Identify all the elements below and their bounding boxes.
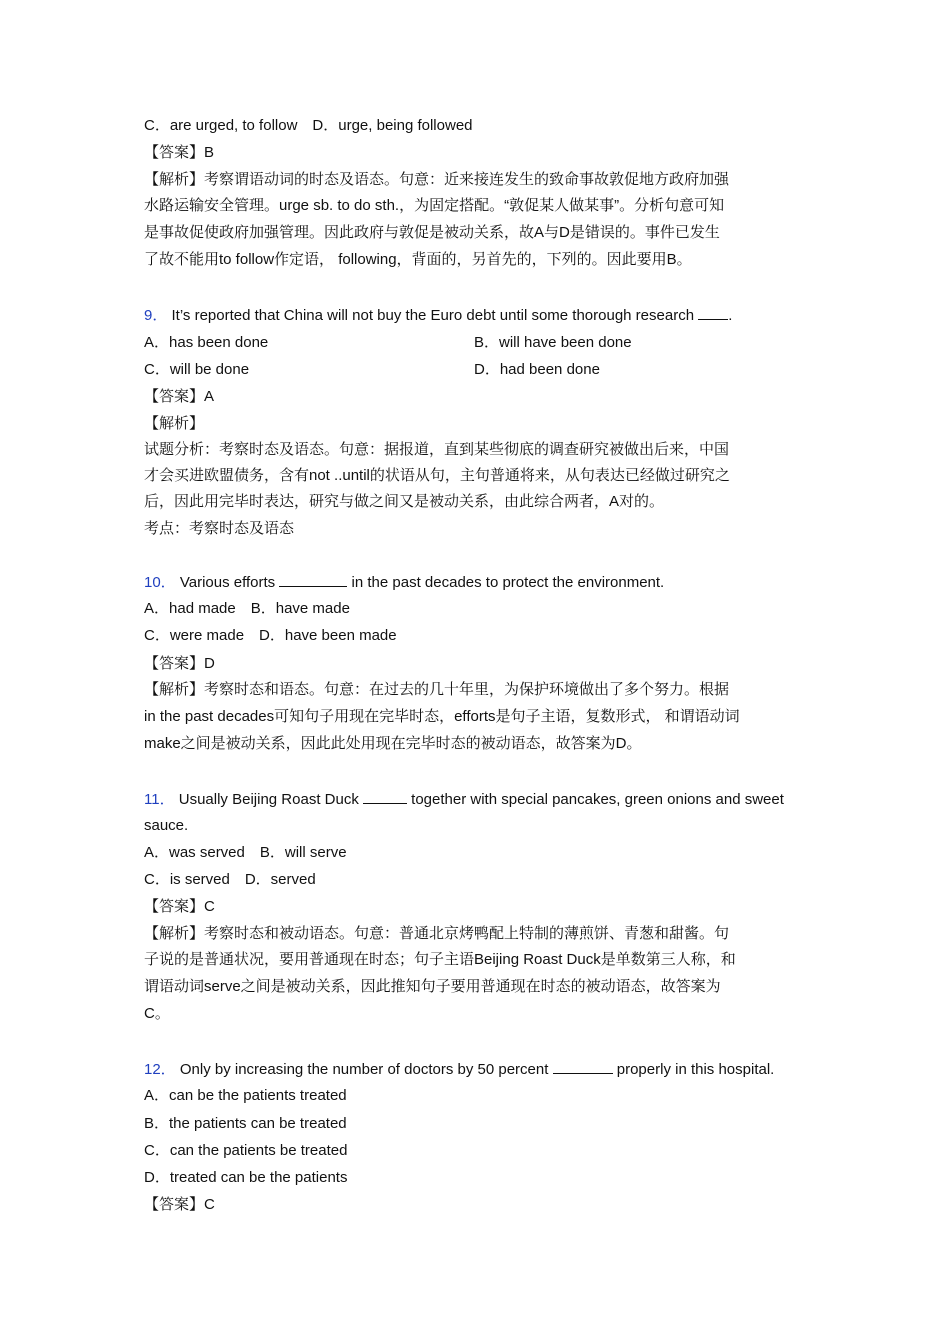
q10-options-line-2: C．were made D．have been made	[144, 627, 397, 644]
q8-analysis-line-4: 了故不能用to follow作定语， following，背面的，另首先的，下列的。因此要用B。	[144, 251, 692, 268]
q11-analysis-line-3: 谓语动词serve之间是被动关系，因此推知句子要用普通现在时态的被动语态，故答案为	[144, 978, 721, 995]
q9-option-c: C．will be done	[144, 361, 250, 378]
q11-analysis-line-2: 子说的是普通状况，要用普通现在时态；句子主语Beijing Roast Duck是单数第三人称，和	[144, 951, 736, 968]
q9-stem	[144, 305, 732, 326]
q8-analysis-line-1: 【解析】考察谓语动词的时态及语态。句意：近来接连发生的致命事故敦促地方政府加强	[144, 171, 730, 188]
q11-options-line-1: A．was served B．will serve	[144, 844, 347, 861]
q10-analysis-line-3: make之间是被动关系，因此此处用现在完毕时态的被动语态，故答案为D。	[144, 735, 642, 752]
q12-stem-end: properly in this hospital.	[616, 1061, 775, 1078]
q10-answer: 【答案】D	[144, 655, 215, 672]
q11-stem-text: Usually Beijing Roast Duck	[178, 791, 359, 808]
q9-option-d: D．had been done	[474, 361, 600, 378]
q11-blank	[363, 789, 407, 804]
q11-stem-line-2: sauce.	[144, 817, 189, 834]
q11-answer: 【答案】C	[144, 898, 215, 915]
q8-answer: 【答案】B	[144, 144, 215, 161]
q10-analysis-line-2: in the past decades可知句子用现在完毕时态，efforts是句子主语，复数形式， 和谓语动词	[144, 708, 740, 725]
q12-option-c: C．can the patients be treated	[144, 1142, 348, 1159]
q9-analysis-line-3: 后，因此用完毕时表达，研究与做之间又是被动关系，由此综合两者，A对的。	[144, 493, 665, 510]
q12-option-d: D．treated can be the patients	[144, 1169, 348, 1186]
q10-blank	[279, 572, 347, 587]
q9-answer: 【答案】A	[144, 388, 215, 405]
q9-stem-text: It’s reported that China will not buy the Euro debt until some thorough research	[171, 307, 695, 324]
q9-analysis-title: 【解析】	[144, 415, 205, 432]
q12-option-a: A．can be the patients treated	[144, 1087, 347, 1104]
q11-stem-end: together with special pancakes, green onions and sweet	[411, 791, 784, 808]
q11-analysis-line-1: 【解析】考察时态和被动语态。句意：普通北京烤鸭配上特制的薄煎饼、青葱和甜酱。句	[144, 925, 730, 942]
q11-number: 11．	[144, 791, 175, 808]
q9-point: 考点：考察时态及语态	[144, 520, 295, 537]
q11-stem	[144, 789, 784, 810]
q12-number: 12．	[144, 1061, 176, 1078]
q9-analysis-line-1: 试题分析：考察时态及语态。句意：据报道，直到某些彻底的调查研究被做出后来，中国	[144, 441, 730, 458]
q12-blank	[553, 1059, 613, 1074]
q10-number: 10．	[144, 574, 176, 591]
q12-answer: 【答案】C	[144, 1196, 215, 1213]
q12-stem-text: Only by increasing the number of doctors by 50 percent	[179, 1061, 549, 1078]
q8-analysis-line-3: 是事故促使政府加强管理。因此政府与敦促是被动关系，故A与D是错误的。事件已发生	[144, 224, 720, 241]
q9-number: 9．	[144, 307, 168, 324]
q9-option-b: B．will have been done	[474, 334, 632, 351]
q8-analysis-line-2: 水路运输安全管理。urge sb. to do sth.，为固定搭配。“敦促某人做某事”。分析句意可知	[144, 197, 725, 214]
q12-stem	[144, 1059, 774, 1080]
q10-stem-text: Various efforts	[179, 574, 276, 591]
q10-stem-end: in the past decades to protect the environment.	[351, 574, 665, 591]
q10-analysis-line-1: 【解析】考察时态和语态。句意：在过去的几十年里，为保护环境做出了多个努力。根据	[144, 681, 730, 698]
q10-stem	[144, 572, 664, 593]
q9-stem-end: .	[728, 307, 733, 324]
q9-option-a: A．has been done	[144, 334, 269, 351]
q8-options-line: C．are urged, to follow D．urge, being followed	[144, 117, 473, 134]
q12-option-b: B．the patients can be treated	[144, 1115, 347, 1132]
q9-blank	[698, 305, 728, 320]
q11-options-line-2: C．is served D．served	[144, 871, 316, 888]
q9-analysis-line-2: 才会买进欧盟债务，含有not ..until的状语从句，主句普通将来，从句表达已经做过研究之	[144, 467, 730, 484]
q10-options-line-1: A．had made B．have made	[144, 600, 350, 617]
q11-analysis-line-4: C。	[144, 1005, 170, 1022]
